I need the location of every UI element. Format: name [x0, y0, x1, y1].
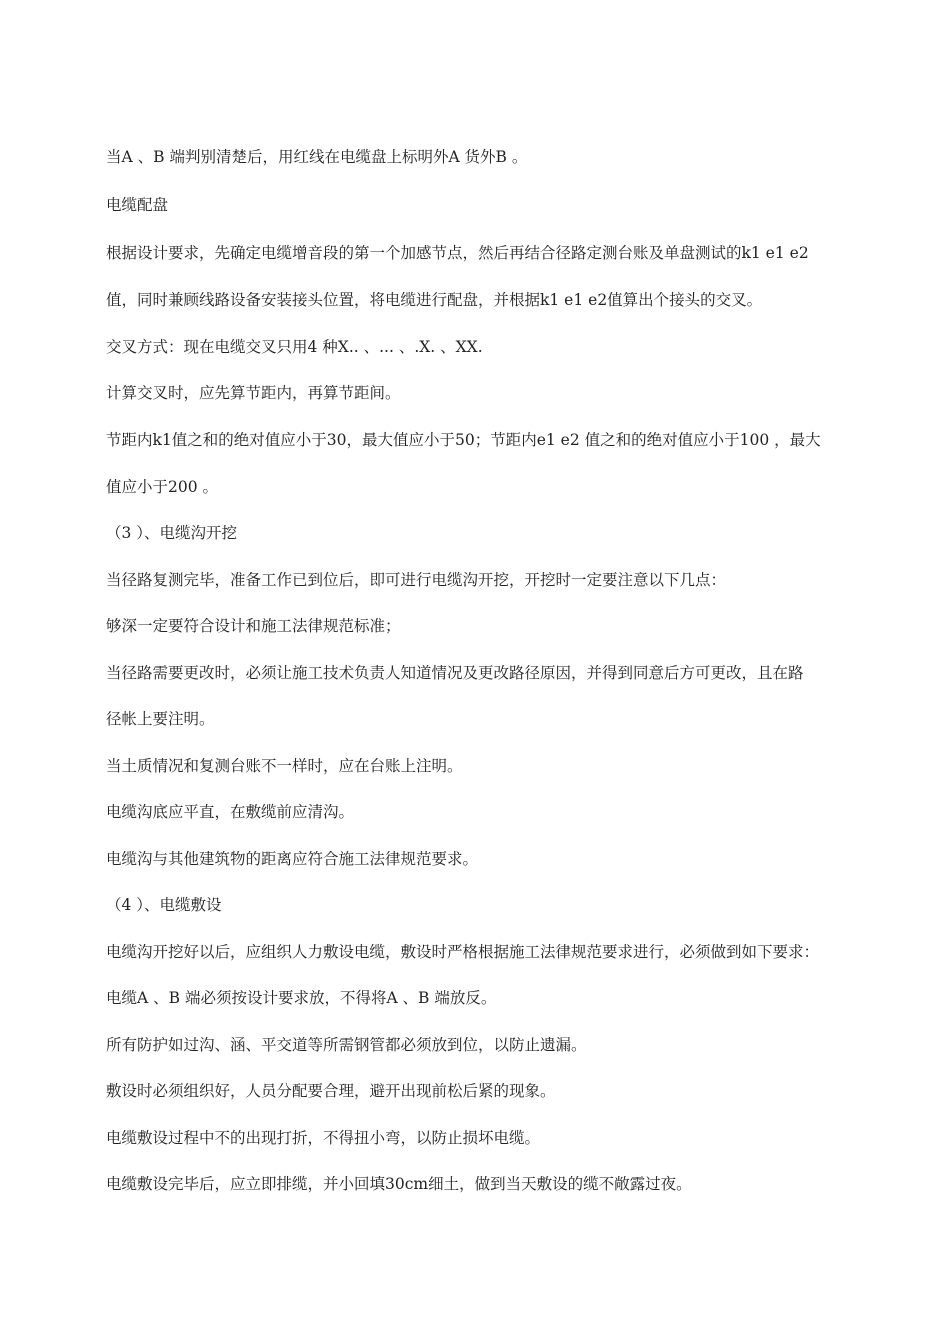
text-line: 电缆A 、B 端必须按设计要求放，不得将A 、B 端放反。	[106, 989, 497, 1007]
text-line: 电缆沟开挖好以后，应组织人力敷设电缆，敷设时严格根据施工法律规范要求进行，必须做到如下要求：	[106, 943, 820, 961]
section-heading: 电缆配盘	[106, 196, 169, 214]
text-line: 所有防护如过沟、涵、平交道等所需钢管都必须放到位，以防止遗漏。	[106, 1036, 587, 1054]
text-line: 交叉方式：现在电缆交叉只用4 种X.. 、... 、.X. 、XX.	[106, 338, 483, 356]
text-line: 根据设计要求，先确定电缆增音段的第一个加感节点，然后再结合径路定测台账及单盘测试的k1 e1 e2	[106, 244, 809, 262]
text-line: 当土质情况和复测台账不一样时，应在台账上注明。	[106, 757, 463, 775]
text-line: 值应小于200 。	[106, 478, 219, 496]
text-line: 径帐上要注明。	[106, 710, 215, 728]
text-line: 电缆沟底应平直，在敷缆前应清沟。	[106, 803, 355, 821]
text-line: 节距内k1值之和的绝对值应小于30，最大值应小于50；节距内e1 e2 值之和的绝对值应小于100 ，最大	[106, 431, 821, 449]
text-line: 电缆敷设完毕后，应立即排缆，并小回填30cm细土，做到当天敷设的缆不敞露过夜。	[106, 1175, 692, 1193]
section-heading: （3 ）、电缆沟开挖	[106, 524, 238, 542]
text-line: 电缆敷设过程中不的出现打折，不得扭小弯，以防止损坏电缆。	[106, 1129, 541, 1147]
text-line: 当A 、B 端判别清楚后，用红线在电缆盘上标明外A 货外B 。	[106, 148, 528, 166]
section-heading: （4 ）、电缆敷设	[106, 896, 222, 914]
text-line: 计算交叉时，应先算节距内，再算节距间。	[106, 384, 401, 402]
text-line: 当径路需要更改时，必须让施工技术负责人知道情况及更改路径原因，并得到同意后方可更改，且在路	[106, 664, 804, 682]
text-line: 当径路复测完毕，准备工作已到位后，即可进行电缆沟开挖，开挖时一定要注意以下几点：	[106, 571, 727, 589]
text-line: 敷设时必须组织好，人员分配要合理，避开出现前松后紧的现象。	[106, 1082, 556, 1100]
text-line: 电缆沟与其他建筑物的距离应符合施工法律规范要求。	[106, 850, 479, 868]
text-line: 值，同时兼顾线路设备安装接头位置，将电缆进行配盘，并根据k1 e1 e2值算出个接头的交叉。	[106, 291, 763, 309]
text-line: 够深一定要符合设计和施工法律规范标准；	[106, 617, 401, 635]
